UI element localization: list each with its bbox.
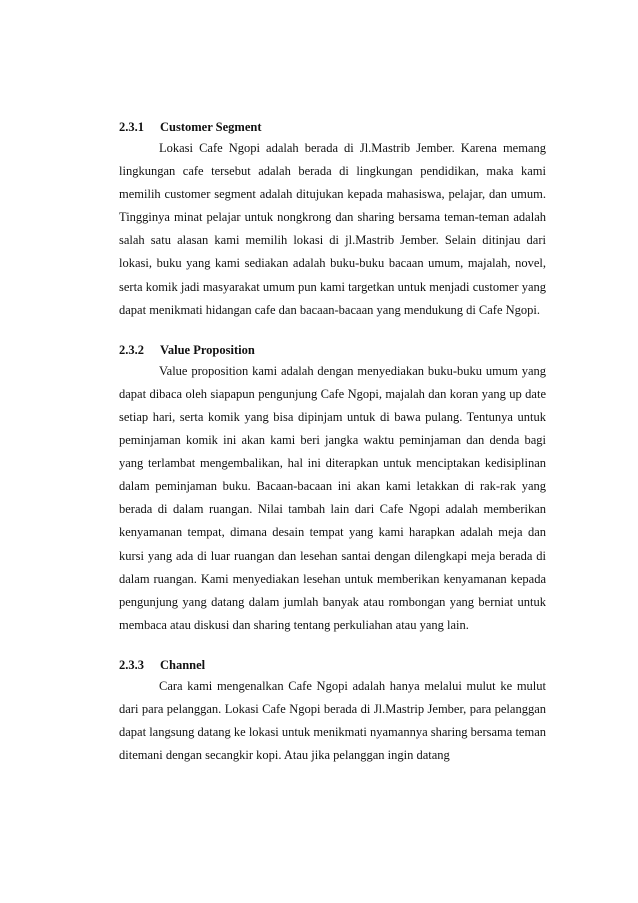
section-number: 2.3.1 — [119, 120, 144, 134]
section-channel — [119, 657, 546, 767]
section-title: Customer Segment — [160, 120, 262, 134]
section-value-proposition — [119, 342, 546, 637]
section-number: 2.3.2 — [119, 342, 144, 357]
section-heading — [119, 119, 546, 135]
page-content — [119, 119, 546, 767]
section-paragraph: Lokasi Cafe Ngopi adalah berada di Jl.Mastrib Jember. Karena memang lingkungan cafe tersebut adalah berada di lingkungan pendidikan, maka kami memilih customer segment adalah ditujukan kepada mahasiswa, pelajar, dan umum. Tingginya minat pelajar untuk nongkrong dan sharing bersama teman-teman adalah salah satu alasan kami memilih lokasi di jl.Mastrib Jember. Selain ditinjau dari lokasi, buku yang kami sediakan adalah buku-buku bacaan umum, majalah, novel, serta komik jadi masyarakat umum pun kami targetkan untuk menjadi customer yang dapat menikmati hidangan cafe dan bacaan-bacaan yang mendukung di Cafe Ngopi. — [119, 141, 546, 317]
section-title: Value Proposition — [160, 342, 255, 357]
section-heading — [119, 342, 546, 358]
section-number: 2.3.3 — [119, 657, 144, 672]
section-paragraph: Cara kami mengenalkan Cafe Ngopi adalah hanya melalui mulut ke mulut dari para pelanggan. Lokasi Cafe Ngopi berada di Jl.Mastrip Jember, para pelanggan dapat langsung datang ke lokasi untuk menikmati nyamannya sharing bersama teman ditemani dengan secangkir kopi. Atau jika pelanggan ingin datang — [119, 678, 546, 763]
section-paragraph: Value proposition kami adalah dengan menyediakan buku-buku umum yang dapat dibaca oleh siapapun pengunjung Cafe Ngopi, majalah dan koran yang up date setiap hari, serta komik yang bisa dipinjam untuk di bawa pulang. Tentunya untuk peminjaman komik ini akan kami beri jangka waktu peminjaman dan denda bagi yang terlambat mengembalikan, hal ini diterapkan untuk menciptakan kedisiplinan dalam peminjaman buku. Bacaan-bacaan ini akan kami letakkan di rak-rak yang berada di dalam ruangan. Nilai tambah lain dari Cafe Ngopi adalah memberikan kenyamanan tempat, dimana desain tempat yang kami harapkan adalah meja dan kursi yang ada di luar ruangan dan lesehan santai dengan dilengkapi meja berada di dalam ruangan. Kami menyediakan lesehan untuk memberikan kenyamanan kepada pengunjung yang datang dalam jumlah banyak atau rombongan yang berniat untuk membaca atau diskusi dan sharing tentang perkuliahan atau yang lain. — [119, 363, 546, 632]
section-title: Channel — [160, 657, 206, 672]
section-heading — [119, 657, 546, 673]
section-customer-segment — [119, 119, 546, 322]
